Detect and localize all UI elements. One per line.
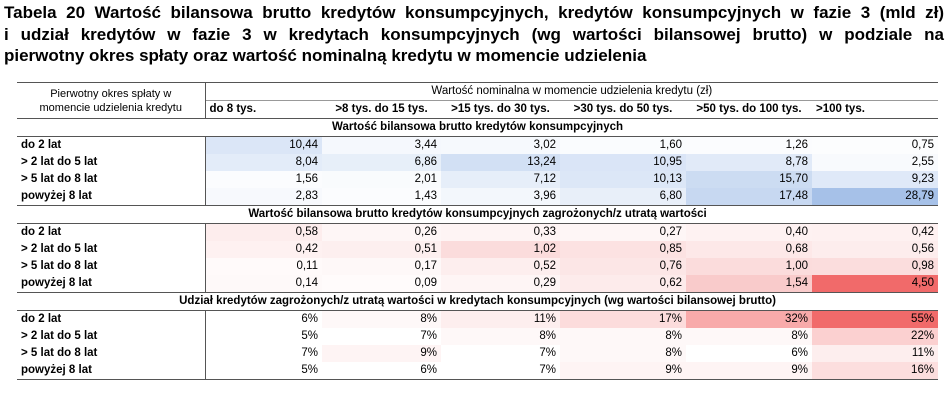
row-header-line-2: momencie udzielenia kredytu [39,101,182,114]
value-cell: 9% [322,345,441,362]
value-cell: 0,58 [205,224,322,242]
value-cell: 8% [441,328,560,345]
value-cell: 17% [560,311,686,329]
value-cell: 2,83 [205,188,322,206]
title-line-3: pierwotny okres spłaty oraz wartość nominalną kredytu w momencie udzielenia [4,46,647,65]
value-cell: 3,02 [441,137,560,155]
value-cell: 0,51 [322,241,441,258]
section-title: Wartość bilansowa brutto kredytów konsumpcyjnych zagrożonych/z utratą wartości [17,206,938,224]
value-cell: 0,75 [812,137,938,155]
value-cell: 0,42 [205,241,322,258]
value-cell: 15,70 [686,171,812,188]
table-row [17,362,938,380]
row-header-line-1: Pierwotny okres spłaty w [50,87,172,100]
column-header: >100 tys. [812,101,938,119]
value-cell: 13,24 [441,154,560,171]
row-label: powyżej 8 lat [17,362,205,380]
row-label: > 2 lat do 5 lat [17,154,205,171]
value-cell: 22% [812,328,938,345]
value-cell: 0,98 [812,258,938,275]
value-cell: 8% [560,328,686,345]
value-cell: 0,40 [686,224,812,242]
value-cell: 11% [441,311,560,329]
value-cell: 10,13 [560,171,686,188]
value-cell: 6% [322,362,441,380]
value-cell: 5% [205,328,322,345]
value-cell: 6,80 [560,188,686,206]
value-cell: 3,96 [441,188,560,206]
value-cell: 6% [686,345,812,362]
value-cell: 0,85 [560,241,686,258]
value-cell: 28,79 [812,188,938,206]
value-cell: 0,52 [441,258,560,275]
section-title: Wartość bilansowa brutto kredytów konsumpcyjnych [17,119,938,137]
table-row [17,328,938,345]
value-cell: 0,11 [205,258,322,275]
value-cell: 7% [322,328,441,345]
column-header: >30 tys. do 50 tys. [560,101,686,119]
value-cell: 9,23 [812,171,938,188]
value-cell: 7% [205,345,322,362]
value-cell: 9% [686,362,812,380]
value-cell: 1,54 [686,275,812,293]
value-cell: 8% [686,328,812,345]
table-row [17,311,938,329]
value-cell: 1,26 [686,137,812,155]
value-cell: 2,01 [322,171,441,188]
column-group-header: Wartość nominalna w momencie udzielenia kredytu (zł) [205,83,938,101]
table-title [4,2,944,67]
row-label: > 2 lat do 5 lat [17,328,205,345]
value-cell: 0,29 [441,275,560,293]
column-header: >15 tys. do 30 tys. [441,101,560,119]
table-row [17,154,938,171]
value-cell: 5% [205,362,322,380]
value-cell: 1,00 [686,258,812,275]
table-row [17,137,938,155]
table-row [17,258,938,275]
table-row [17,241,938,258]
row-label: do 2 lat [17,137,205,155]
column-header: >8 tys. do 15 tys. [322,101,441,119]
value-cell: 0,76 [560,258,686,275]
value-cell: 55% [812,311,938,329]
row-header [17,83,205,119]
value-cell: 0,27 [560,224,686,242]
value-cell: 7% [441,362,560,380]
value-cell: 0,42 [812,224,938,242]
value-cell: 0,09 [322,275,441,293]
value-cell: 9% [560,362,686,380]
column-header: do 8 tys. [205,101,322,119]
table-row [17,345,938,362]
data-table [17,82,938,380]
value-cell: 8,04 [205,154,322,171]
row-label: do 2 lat [17,311,205,329]
value-cell: 8,78 [686,154,812,171]
value-cell: 11% [812,345,938,362]
row-label: > 5 lat do 8 lat [17,171,205,188]
value-cell: 8% [560,345,686,362]
value-cell: 10,44 [205,137,322,155]
value-cell: 7% [441,345,560,362]
value-cell: 0,56 [812,241,938,258]
value-cell: 1,02 [441,241,560,258]
table-row [17,188,938,206]
row-label: > 5 lat do 8 lat [17,345,205,362]
value-cell: 32% [686,311,812,329]
value-cell: 8% [322,311,441,329]
value-cell: 4,50 [812,275,938,293]
title-line-2: i udział kredytów w fazie 3 w kredytach konsumpcyjnych (wg wartości bilansowej brutto) w podziale na [4,24,944,44]
section-title: Udział kredytów zagrożonych/z utratą wartości w kredytach konsumpcyjnych (wg wartości bilansowej brutto) [17,293,938,311]
value-cell: 16% [812,362,938,380]
table-row [17,275,938,293]
value-cell: 0,26 [322,224,441,242]
title-line-1: Tabela 20 Wartość bilansowa brutto kredytów konsumpcyjnych, kredytów konsumpcyjnych w fazie 3 (mld zł) [4,3,944,22]
row-label: > 2 lat do 5 lat [17,241,205,258]
value-cell: 10,95 [560,154,686,171]
value-cell: 7,12 [441,171,560,188]
value-cell: 0,62 [560,275,686,293]
column-header: >50 tys. do 100 tys. [686,101,812,119]
value-cell: 0,68 [686,241,812,258]
value-cell: 6,86 [322,154,441,171]
row-label: powyżej 8 lat [17,188,205,206]
value-cell: 1,43 [322,188,441,206]
row-label: powyżej 8 lat [17,275,205,293]
value-cell: 1,56 [205,171,322,188]
value-cell: 2,55 [812,154,938,171]
value-cell: 1,60 [560,137,686,155]
value-cell: 17,48 [686,188,812,206]
value-cell: 0,17 [322,258,441,275]
value-cell: 3,44 [322,137,441,155]
value-cell: 0,33 [441,224,560,242]
table-row [17,224,938,242]
row-label: do 2 lat [17,224,205,242]
table-row [17,171,938,188]
value-cell: 0,14 [205,275,322,293]
value-cell: 6% [205,311,322,329]
row-label: > 5 lat do 8 lat [17,258,205,275]
